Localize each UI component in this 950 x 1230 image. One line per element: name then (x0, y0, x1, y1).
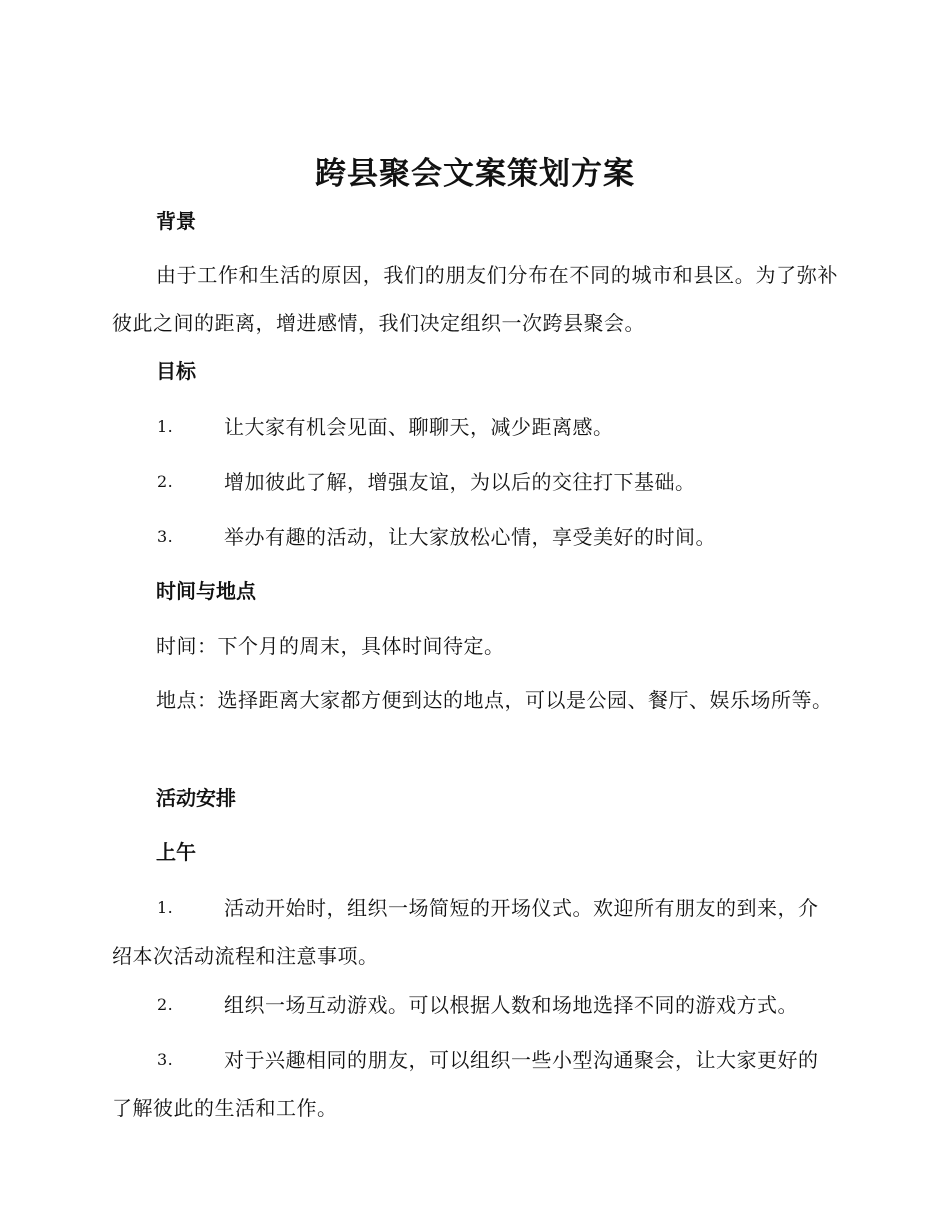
list-text: 对于兴趣相同的朋友，可以组织一些小型沟通聚会，让大家更好的了解彼此的生活和工作。 (112, 1048, 819, 1120)
morning-item (112, 981, 838, 1029)
list-text: 增加彼此了解，增强友谊，为以后的交往打下基础。 (224, 470, 696, 494)
list-number: 1. (157, 898, 174, 917)
goal-item (112, 458, 838, 506)
list-number: 3. (157, 527, 174, 546)
goal-item (112, 403, 838, 451)
morning-item (112, 1036, 838, 1132)
time-paragraph: 时间：下个月的周末，具体时间待定。 (156, 634, 505, 658)
place-paragraph: 地点：选择距离大家都方便到达的地点，可以是公园、餐厅、娱乐场所等。 (156, 688, 833, 712)
list-number: 1. (157, 417, 174, 436)
list-text: 举办有趣的活动，让大家放松心情，享受美好的时间。 (224, 525, 716, 549)
list-text: 让大家有机会见面、聊聊天，减少距离感。 (224, 415, 614, 439)
heading-time-place: 时间与地点 (156, 579, 256, 603)
list-number: 2. (157, 995, 174, 1014)
list-text: 组织一场互动游戏。可以根据人数和场地选择不同的游戏方式。 (224, 993, 798, 1017)
heading-morning: 上午 (156, 840, 196, 864)
heading-goals: 目标 (156, 359, 196, 383)
heading-activities: 活动安排 (156, 786, 236, 810)
list-number: 3. (157, 1050, 174, 1069)
list-text: 活动开始时，组织一场简短的开场仪式。欢迎所有朋友的到来，介绍本次活动流程和注意事项。 (112, 896, 819, 968)
background-paragraph: 由于工作和生活的原因，我们的朋友们分布在不同的城市和县区。为了弥补彼此之间的距离，增进感情，我们决定组织一次跨县聚会。 (112, 263, 838, 335)
heading-background: 背景 (156, 209, 196, 233)
morning-item (112, 884, 838, 980)
list-number: 2. (157, 472, 174, 491)
document-title: 跨县聚会文案策划方案 (315, 156, 635, 192)
goal-item (112, 513, 838, 561)
